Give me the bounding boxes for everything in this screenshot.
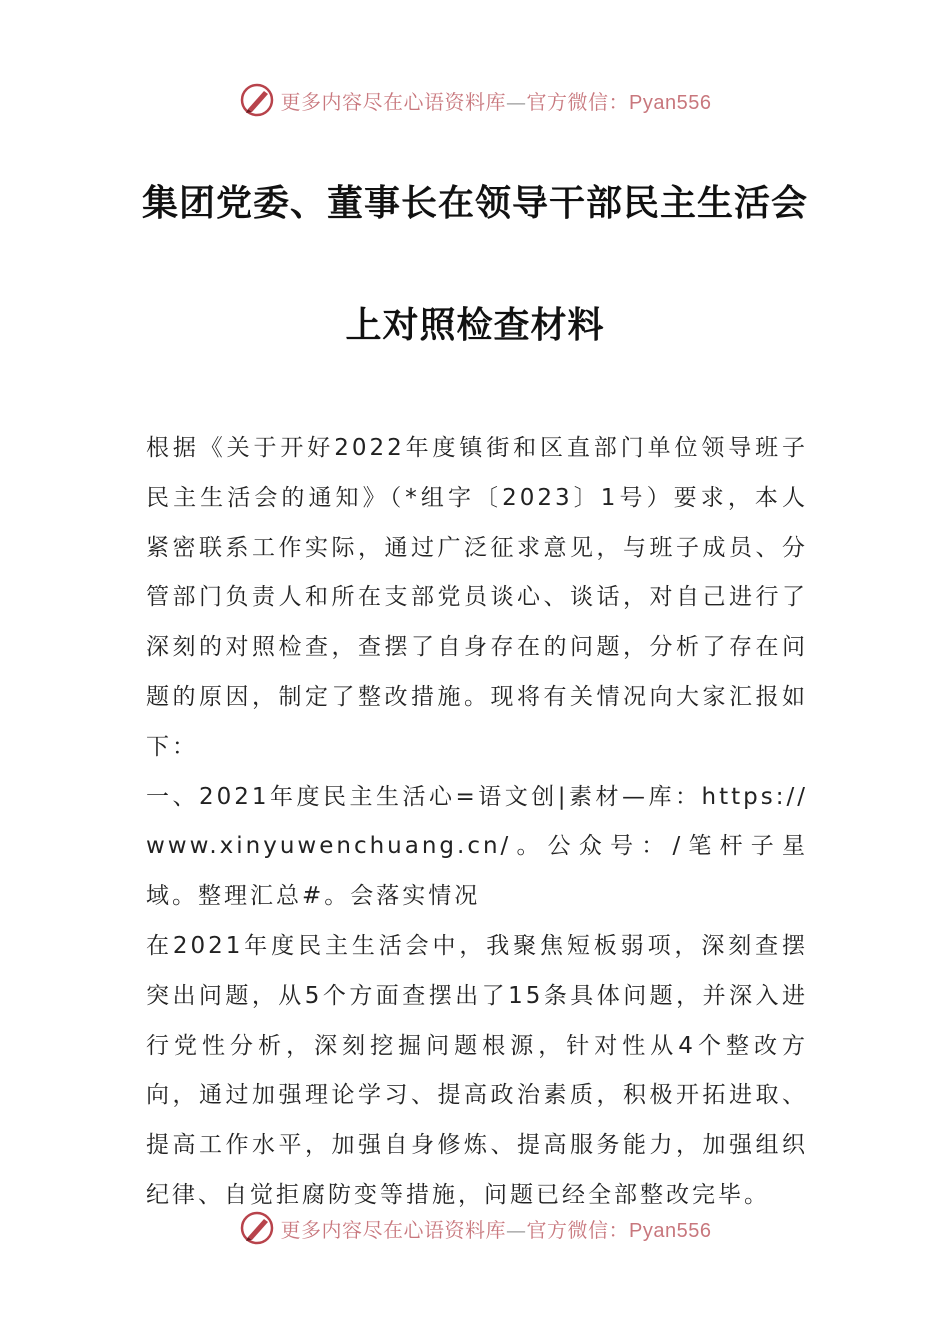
pen-logo-icon (239, 1210, 275, 1246)
watermark-wechat-id: Pyan556 (629, 91, 712, 114)
watermark-separator: — (506, 89, 527, 114)
document-title-line-1: 集团党委、董事长在领导干部民主生活会 (141, 183, 808, 224)
paragraph-intro: 根据《关于开好2022年度镇街和区直部门单位领导班子民主生活会的通知》（*组字〔2023〕1号）要求，本人紧密联系工作实际，通过广泛征求意见，与班子成员、分管部门负责人和所在支部党员谈心、谈话，对自己进行了深刻的对照检查，查摆了自身存在的问题，分析了存在问题的原因，制定了整改措施。现将有关情况向大家汇报如下： (146, 435, 808, 760)
watermark-text (281, 1214, 712, 1243)
paragraph-2021-review: 在2021年度民主生活会中，我聚焦短板弱项，深刻查摆突出问题，从5个方面查摆出了15条具体问题，并深入进行党性分析，深刻挖掘问题根源，针对性从4个整改方向，通过加强理论学习、提高政治素质，积极开拓进取、提高工作水平，加强自身修炼、提高服务能力，加强组织纪律、自觉拒腐防变等措施，问题已经全部整改完毕。 (146, 932, 808, 1208)
watermark-text (281, 86, 712, 115)
header-watermark (0, 82, 950, 118)
watermark-site: 更多内容尽在心语资料库 (280, 89, 507, 114)
section-heading-1: 一、2021年度民主生活心=语文创|素材—库：https://www.xinyuwenchuang.cn/。公众号：/笔杆子星域。整理汇总#。会落实情况 (146, 783, 808, 910)
pen-logo-icon (239, 82, 275, 118)
watermark-wechat-id: Pyan556 (629, 1219, 712, 1242)
document-title-line-2: 上对照检查材料 (345, 305, 605, 346)
watermark-wechat-label: 官方微信： (526, 89, 630, 114)
document-body (146, 424, 808, 1221)
footer-watermark (0, 1210, 950, 1246)
watermark-separator: — (506, 1217, 527, 1242)
watermark-site: 更多内容尽在心语资料库 (280, 1217, 507, 1242)
watermark-wechat-label: 官方微信： (526, 1217, 630, 1242)
